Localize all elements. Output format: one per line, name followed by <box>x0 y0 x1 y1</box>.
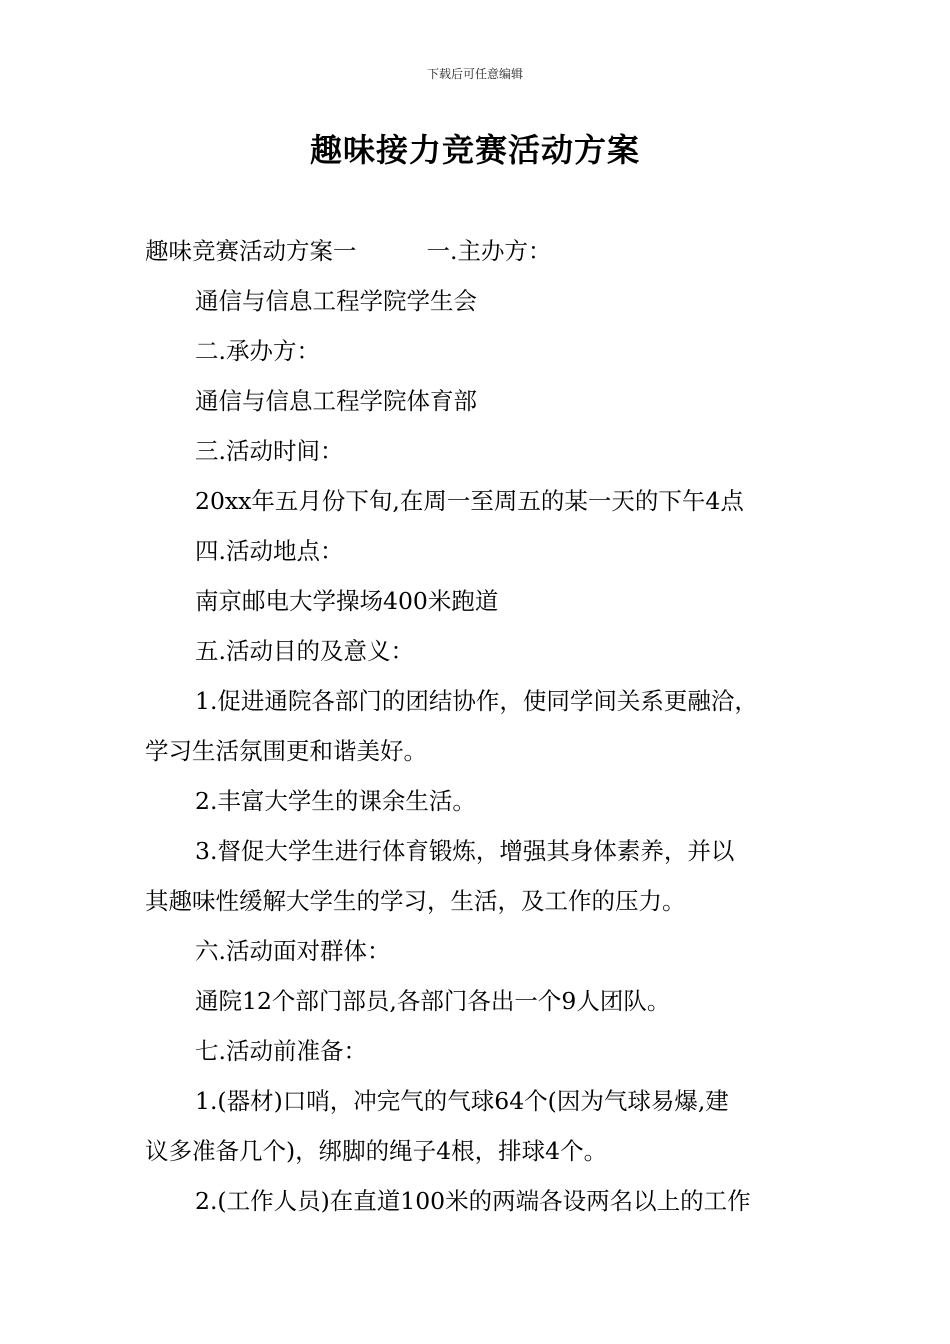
section-heading-purpose: 五.活动目的及意义： <box>195 637 414 665</box>
section-heading-preparation: 七.活动前准备： <box>195 1037 367 1065</box>
time-text: 20xx年五月份下旬,在周一至周五的某一天的下午4点 <box>195 487 744 515</box>
preparation-item-1-line-1: 1.(器材)口哨，冲完气的气球64个(因为气球易爆,建 <box>195 1087 729 1115</box>
organizer-text: 通信与信息工程学院学生会 <box>195 287 477 315</box>
preparation-item-2-line-1: 2.(工作人员)在直道100米的两端各设两名以上的工作 <box>195 1187 751 1215</box>
section-heading-coorganizer: 二.承办方： <box>195 337 320 365</box>
purpose-item-1-line-2: 学习生活氛围更和谐美好。 <box>145 737 427 765</box>
header-note: 下载后可任意编辑 <box>426 67 523 81</box>
section-heading-audience: 六.活动面对群体： <box>195 937 391 965</box>
section-heading-organizer: 一.主办方： <box>426 237 552 265</box>
intro-lead: 趣味竞赛活动方案一 <box>145 237 357 265</box>
preparation-item-1-line-2: 议多准备几个)，绑脚的绳子4根，排球4个。 <box>145 1137 608 1165</box>
purpose-item-1-line-1: 1.促进通院各部门的团结协作，使同学间关系更融洽， <box>195 687 758 715</box>
intro-line <box>145 226 835 276</box>
section-heading-location: 四.活动地点： <box>195 537 344 565</box>
audience-text: 通院12个部门部员,各部门各出一个9人团队。 <box>195 987 671 1015</box>
location-text: 南京邮电大学操场400米跑道 <box>195 587 499 615</box>
purpose-item-2: 2.丰富大学生的课余生活。 <box>195 787 476 815</box>
purpose-item-3-line-1: 3.督促大学生进行体育锻炼，增强其身体素养，并以 <box>195 837 735 865</box>
document-title: 趣味接力竞赛活动方案 <box>309 131 640 169</box>
purpose-item-3-line-2: 其趣味性缓解大学生的学习，生活，及工作的压力。 <box>145 887 686 915</box>
coorganizer-text: 通信与信息工程学院体育部 <box>195 387 477 415</box>
section-heading-time: 三.活动时间： <box>195 437 344 465</box>
document-body <box>145 226 835 1226</box>
